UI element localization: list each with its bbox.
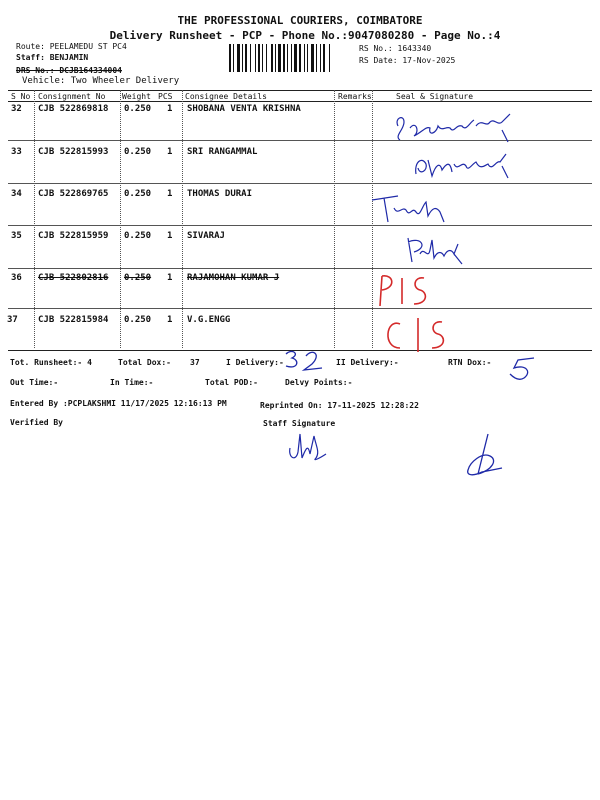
i-delivery-label: I Delivery:-: [226, 358, 284, 367]
row-pcs: 1: [167, 189, 173, 199]
total-dox-label: Total Dox:-: [118, 358, 171, 367]
row-sno: 34: [11, 189, 22, 199]
table-header-rule: [8, 101, 592, 102]
row-pcs: 1: [167, 147, 173, 157]
row-sno: 33: [11, 147, 22, 157]
col-header-consignee: Consignee Details: [185, 92, 267, 101]
row-sno: 36: [11, 273, 22, 283]
col-header-sno: S No: [11, 92, 31, 101]
handwritten-mark-cs: [378, 314, 458, 354]
rtn-dox-label: RTN Dox:-: [448, 358, 492, 367]
row-weight: 0.250: [124, 273, 152, 283]
col-divider: [120, 90, 121, 348]
barcode: [229, 44, 355, 72]
col-header-pcs: PCS: [158, 92, 173, 101]
col-header-consignment: Consignment No: [38, 92, 106, 101]
row-consignment: CJB 522815984: [38, 315, 109, 325]
row-consignee: SHOBANA VENTA KRISHNA: [187, 104, 301, 114]
row-weight: 0.250: [124, 147, 152, 157]
ii-delivery-label: II Delivery:-: [336, 358, 399, 367]
staff-signature: [286, 428, 330, 466]
total-pod-label: Total POD:-: [205, 378, 258, 387]
row-consignee: RAJAMOHAN KUMAR J: [187, 273, 280, 283]
runsheet-subtitle: Delivery Runsheet - PCP - Phone No.:9047080280 - Page No.:4: [109, 29, 501, 42]
row-weight: 0.250: [124, 315, 152, 325]
row-divider: [8, 268, 592, 269]
signature-row-33: [410, 150, 520, 182]
entered-by: Entered By :PCPLAKSHMI 11/17/2025 12:16:13 PM: [10, 399, 227, 408]
row-consignee: V.G.ENGG: [187, 315, 231, 325]
row-consignee: THOMAS DURAI: [187, 189, 253, 199]
row-weight: 0.250: [124, 189, 152, 199]
rs-date: RS Date: 17-Nov-2025: [359, 56, 456, 65]
row-consignment: CJB 522815993: [38, 147, 109, 157]
total-dox-value: 37: [190, 358, 200, 367]
verifier-signature: [458, 430, 508, 482]
col-header-seal-signature: Seal & Signature: [396, 92, 474, 101]
col-header-weight: Weight: [122, 92, 151, 101]
rs-number: RS No.: 1643340: [359, 44, 432, 53]
row-pcs: 1: [167, 231, 173, 241]
row-consignment: CJB 522815959: [38, 231, 109, 241]
verified-by: Verified By: [10, 418, 63, 427]
vehicle-label: Vehicle: Two Wheeler Delivery: [22, 76, 180, 86]
staff-signature-label: Staff Signature: [263, 419, 336, 428]
reprinted-on: Reprinted On: 17-11-2025 12:28:22: [260, 401, 419, 410]
col-header-remarks: Remarks: [338, 92, 372, 101]
staff-label: Staff: BENJAMIN: [16, 53, 89, 62]
col-divider: [34, 90, 35, 348]
row-consignment: CJB 522802816: [38, 273, 109, 283]
row-pcs: 1: [167, 104, 173, 114]
signature-row-34: [370, 192, 460, 228]
row-consignment: CJB 522869818: [38, 104, 109, 114]
row-pcs: 1: [167, 315, 173, 325]
signature-row-32: [390, 108, 530, 148]
col-divider: [334, 90, 335, 348]
signature-row-35: [402, 234, 472, 268]
route-label: Route: PEELAMEDU ST PC4: [16, 42, 127, 51]
out-time-label: Out Time:-: [10, 378, 59, 387]
row-divider: [8, 183, 592, 184]
row-pcs: 1: [167, 273, 173, 283]
row-consignment: CJB 522869765: [38, 189, 109, 199]
row-consignee: SRI RANGAMMAL: [187, 147, 258, 157]
row-weight: 0.250: [124, 104, 152, 114]
row-divider: [8, 308, 592, 309]
row-sno: 32: [11, 104, 22, 114]
rtn-dox-handwritten: [506, 356, 540, 382]
row-sno: 35: [11, 231, 22, 241]
row-weight: 0.250: [124, 231, 152, 241]
col-divider: [182, 90, 183, 348]
table-top-rule: [8, 90, 592, 91]
row-consignee: SIVARAJ: [187, 231, 225, 241]
handwritten-mark-pis: [372, 270, 442, 310]
company-title: THE PROFESSIONAL COURIERS, COIMBATORE: [177, 14, 423, 27]
drs-label: DRS No.: DCJB164334004: [16, 66, 122, 75]
delvy-points-label: Delvy Points:-: [285, 378, 353, 387]
in-time-label: In Time:-: [110, 378, 154, 387]
row-divider: [8, 225, 592, 226]
i-delivery-handwritten: [282, 348, 332, 372]
tot-runsheet: Tot. Runsheet:- 4: [10, 358, 92, 367]
row-sno: 37: [7, 315, 18, 325]
